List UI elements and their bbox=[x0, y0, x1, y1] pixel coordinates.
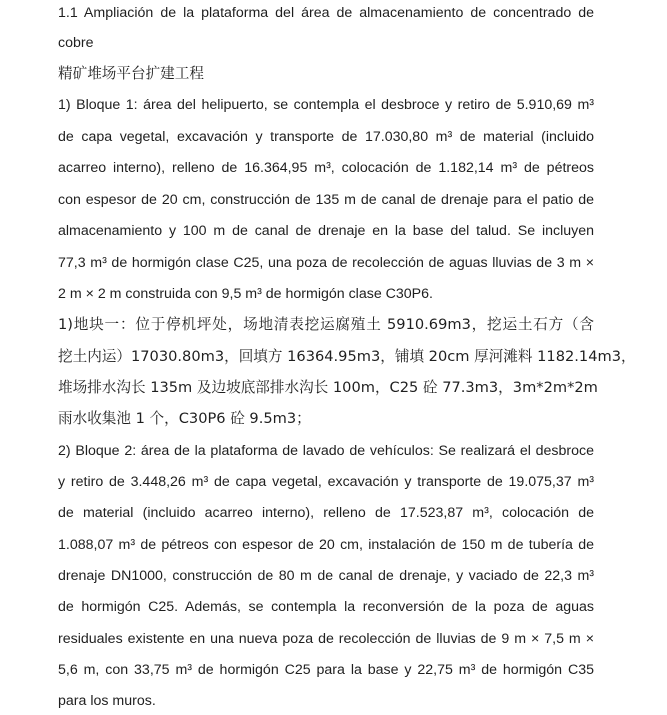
paragraph-line: de capa vegetal, excavación y transporte de 17.030,80 m³ de material (incluido bbox=[58, 129, 594, 145]
heading-line-continued: cobre bbox=[58, 35, 94, 51]
paragraph-line: 1) Bloque 1: área del helipuerto, se contempla el desbroce y retiro de 5.910,69 m³ bbox=[58, 97, 594, 113]
paragraph-line: 5,6 m, con 33,75 m³ de hormigón C25 para la base y 22,75 m³ de hormigón C35 bbox=[58, 662, 594, 678]
paragraph-line: 2) Bloque 2: área de la plataforma de lavado de vehículos: Se realizará el desbroce bbox=[58, 443, 594, 459]
paragraph-line: 2 m × 2 m construida con 9,5 m³ de hormigón clase C30P6. bbox=[58, 286, 433, 302]
paragraph-line: residuales existente en una nueva poza de recolección de lluvias de 9 m × 7,5 m × bbox=[58, 631, 594, 647]
heading-line: 1.1 Ampliación de la plataforma del área de almacenamiento de concentrado de bbox=[58, 5, 594, 21]
paragraph-line-chinese: 挖土内运）17030.80m3，回填方 16364.95m3，铺填 20cm 厚河滩料 1182.14m3， bbox=[58, 348, 636, 365]
paragraph-line: de hormigón C25. Además, se contempla la reconversión de la poza de aguas bbox=[58, 599, 594, 615]
heading-chinese: 精矿堆场平台扩建工程 bbox=[58, 65, 204, 82]
paragraph-line: para los muros. bbox=[58, 693, 156, 709]
paragraph-line: con espesor de 20 cm, construcción de 135 m de canal de drenaje para el patio de bbox=[58, 192, 594, 208]
paragraph-line: drenaje DN1000, construcción de 80 m de canal de drenaje, y vaciado de 22,3 m³ bbox=[58, 568, 594, 584]
paragraph-line: y retiro de 3.448,26 m³ de capa vegetal, excavación y transporte de 19.075,37 m³ bbox=[58, 474, 594, 490]
paragraph-line: acarreo interno), relleno de 16.364,95 m³, colocación de 1.182,14 m³ de pétreos bbox=[58, 160, 594, 176]
paragraph-line: almacenamiento y 100 m de canal de drenaje en la base del talud. Se incluyen bbox=[58, 223, 594, 239]
paragraph-line-chinese: 堆场排水沟长 135m 及边坡底部排水沟长 100m，C25 砼 77.3m3，3m*2m*2m bbox=[58, 379, 598, 396]
paragraph-line: 77,3 m³ de hormigón clase C25, una poza de recolección de aguas lluvias de 3 m × bbox=[58, 255, 594, 271]
paragraph-line: de material (incluido acarreo interno), relleno de 17.523,87 m³, colocación de bbox=[58, 505, 594, 521]
paragraph-line-chinese: 1)地块一：位于停机坪处，场地清表挖运腐殖土 5910.69m3，挖运土石方（含 bbox=[58, 316, 594, 333]
paragraph-line: 1.088,07 m³ de pétreos con espesor de 20 cm, instalación de 150 m de tubería de bbox=[58, 537, 594, 553]
paragraph-line-chinese: 雨水收集池 1 个，C30P6 砼 9.5m3； bbox=[58, 410, 311, 427]
